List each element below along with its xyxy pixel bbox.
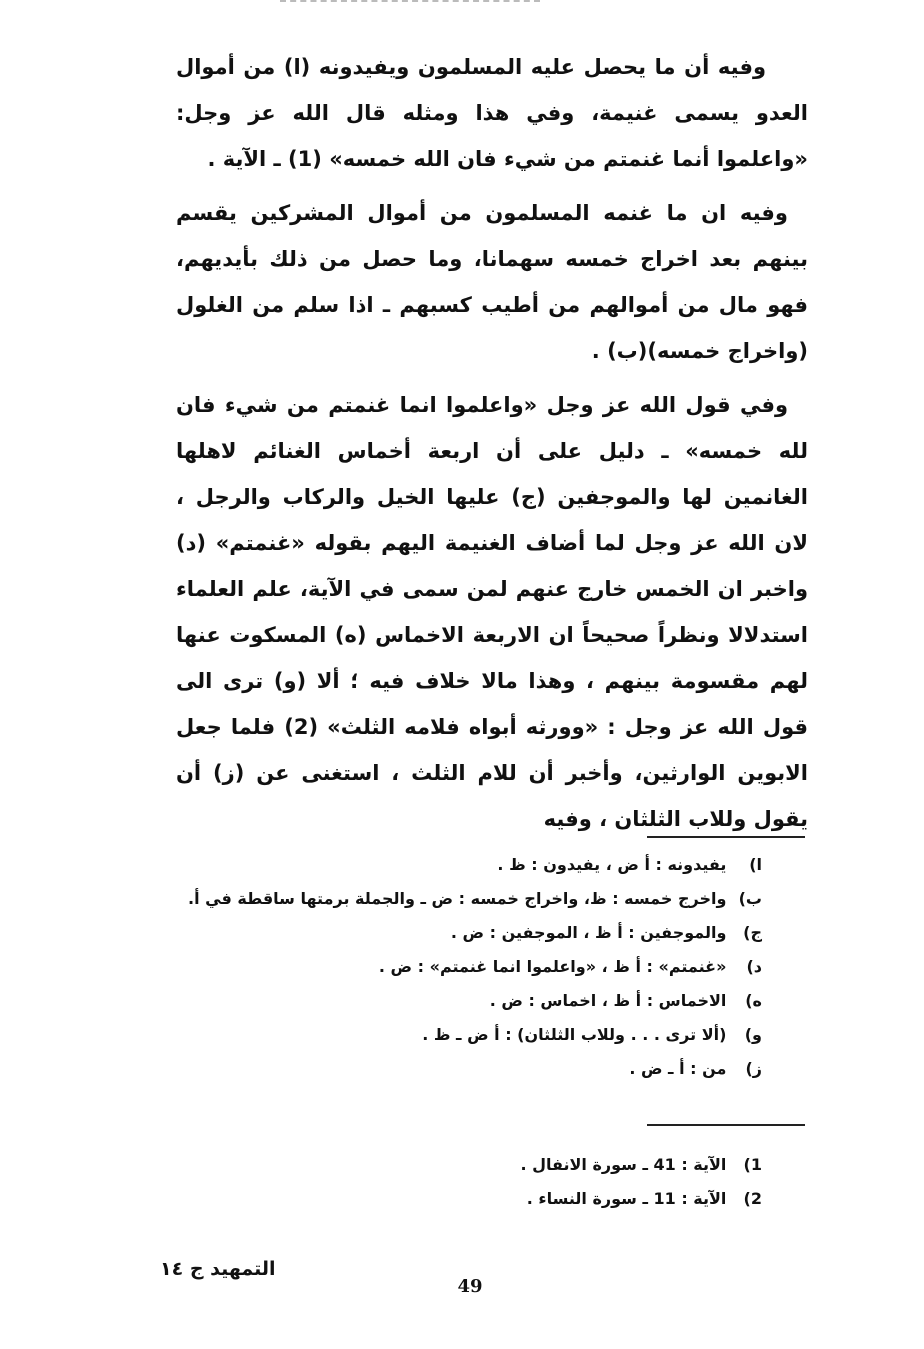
footnote-text: (ألا ترى . . . وللاب الثلثان) : أ ض ـ ظ . bbox=[422, 1025, 727, 1044]
footnote-text: الاخماس : أ ظ ، اخماس : ض . bbox=[489, 991, 727, 1010]
volume-signature: التمهيد ج ١٤ bbox=[160, 1258, 276, 1280]
footnote-text: من : أ ـ ض . bbox=[629, 1059, 727, 1078]
footnote-key: ه) bbox=[745, 991, 762, 1010]
footnote-key: و) bbox=[744, 1025, 762, 1044]
footnote-text: والموجفين : أ ظ ، الموجفين : ض . bbox=[450, 923, 727, 942]
source-note bbox=[162, 1182, 762, 1216]
footnote bbox=[162, 882, 762, 916]
paragraph: وفيه أن ما يحصل عليه المسلمون ويفيدونه (ا) من أموال العدو يسمى غنيمة، وفي هذا ومثله قال الله عز وجل: «واعلموا أنما غنمتم من شيء فان الله خمسه» (1) ـ الآية . bbox=[176, 55, 808, 171]
footnote bbox=[162, 984, 762, 1018]
source-note-text: الآية : 41 ـ سورة الانفال . bbox=[520, 1155, 727, 1174]
paragraph: وفيه ان ما غنمه المسلمون من أموال المشركين يقسم بينهم بعد اخراج خمسه سهمانا، وما حصل من ذلك بأيديهم، فهو مال من أموالهم من أطيب كسبهم ـ اذا سلم من الغلول (واخراج خمسه)(ب) . bbox=[176, 201, 808, 363]
source-note bbox=[162, 1148, 762, 1182]
source-note-key: 2) bbox=[743, 1189, 762, 1208]
variant-notes bbox=[162, 848, 762, 1086]
footnote-text: يفيدونه : أ ض ، يفيدون : ظ . bbox=[497, 855, 727, 874]
footnote bbox=[162, 916, 762, 950]
footnote-key: ا) bbox=[749, 855, 762, 874]
footnote bbox=[162, 1018, 762, 1052]
source-notes bbox=[162, 1148, 762, 1216]
footnote bbox=[162, 950, 762, 984]
source-note-text: الآية : 11 ـ سورة النساء . bbox=[526, 1189, 727, 1208]
footnote-key: ز) bbox=[745, 1059, 762, 1078]
source-note-key: 1) bbox=[743, 1155, 762, 1174]
footnote-key: د) bbox=[746, 957, 762, 976]
footnote-key: ب) bbox=[738, 889, 762, 908]
footnote bbox=[162, 1052, 762, 1086]
footnote-text: «غنمتم» : أ ظ ، «واعلموا انما غنمتم» : ض . bbox=[378, 957, 727, 976]
footnote-divider bbox=[647, 836, 805, 838]
source-divider bbox=[647, 1124, 805, 1126]
footnote-text: واخرج خمسه : ظ، واخراج خمسه : ض ـ والجملة برمتها ساقطة في أ. bbox=[188, 889, 727, 908]
footnote bbox=[162, 848, 762, 882]
main-text bbox=[176, 44, 808, 850]
top-edge-mark bbox=[280, 0, 540, 6]
footnote-key: ج) bbox=[743, 923, 762, 942]
paragraph: وفي قول الله عز وجل «واعلموا انما غنمتم من شيء فان لله خمسه» ـ دليل على أن اربعة أخماس الغنائم لاهلها الغانمين لها والموجفين (ج) عليها الخيل والركاب والرجل ، لان الله عز وجل لما أضاف الغنيمة اليهم بقوله «غنمتم» (د) واخبر ان الخمس خارج عنهم لمن سمى في الآية، علم العلماء استدلالا ونظراً صحيحاً ان الاربعة الاخماس (ه) المسكوت عنها لهم مقسومة بينهم ، وهذا مالا خلاف فيه ؛ ألا (و) ترى الى قول الله عز وجل : «وورثه أبواه فلامه الثلث» (2) فلما جعل الابوين الوارثين، وأخبر أن للام الثلث ، استغنى عن (ز) أن يقول وللاب الثلثان ، وفيه bbox=[176, 393, 808, 831]
page-number: 49 bbox=[457, 1276, 483, 1297]
